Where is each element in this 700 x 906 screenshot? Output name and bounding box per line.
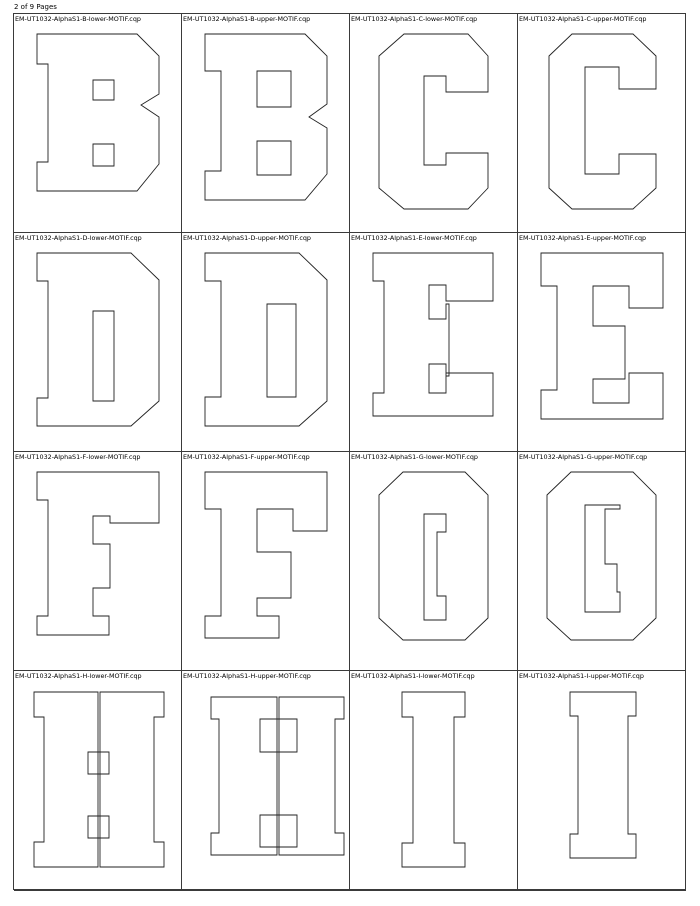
file-label: EM-UT1032-AlphaS1-E-lower-MOTIF.cqp <box>351 234 477 242</box>
letter-d-lower-outline <box>14 233 182 452</box>
motif-cell-h-upper[interactable] <box>182 671 350 891</box>
file-label: EM-UT1032-AlphaS1-D-upper-MOTIF.cqp <box>183 234 311 242</box>
motif-cell-f-upper[interactable] <box>182 452 350 671</box>
motif-cell-g-lower[interactable] <box>350 452 518 671</box>
motif-cell-i-upper[interactable] <box>518 671 686 891</box>
file-label: EM-UT1032-AlphaS1-H-upper-MOTIF.cqp <box>183 672 311 680</box>
motif-cell-i-lower[interactable] <box>350 671 518 891</box>
letter-i-upper-outline <box>518 671 686 890</box>
file-label: EM-UT1032-AlphaS1-I-upper-MOTIF.cqp <box>519 672 644 680</box>
letter-f-upper-outline <box>182 452 350 671</box>
motif-cell-e-upper[interactable] <box>518 233 686 452</box>
letter-e-lower-outline <box>350 233 518 452</box>
file-label: EM-UT1032-AlphaS1-F-upper-MOTIF.cqp <box>183 453 310 461</box>
motif-cell-b-upper[interactable] <box>182 14 350 233</box>
motif-cell-h-lower[interactable] <box>14 671 182 891</box>
letter-c-lower-outline <box>350 14 518 233</box>
file-label: EM-UT1032-AlphaS1-G-upper-MOTIF.cqp <box>519 453 648 461</box>
motif-cell-c-upper[interactable] <box>518 14 686 233</box>
letter-h-upper-outline <box>182 671 350 890</box>
motif-cell-e-lower[interactable] <box>350 233 518 452</box>
letter-d-upper-outline <box>182 233 350 452</box>
motif-cell-b-lower[interactable] <box>14 14 182 233</box>
file-label: EM-UT1032-AlphaS1-G-lower-MOTIF.cqp <box>351 453 478 461</box>
file-label: EM-UT1032-AlphaS1-I-lower-MOTIF.cqp <box>351 672 475 680</box>
motif-cell-f-lower[interactable] <box>14 452 182 671</box>
letter-i-lower-outline <box>350 671 518 890</box>
letter-e-upper-outline <box>518 233 686 452</box>
file-label: EM-UT1032-AlphaS1-E-upper-MOTIF.cqp <box>519 234 647 242</box>
letter-g-lower-outline <box>350 452 518 671</box>
motif-cell-g-upper[interactable] <box>518 452 686 671</box>
letter-b-lower-outline <box>14 14 182 233</box>
letter-b-upper-outline <box>182 14 350 233</box>
letter-f-lower-outline <box>14 452 182 671</box>
file-label: EM-UT1032-AlphaS1-B-upper-MOTIF.cqp <box>183 15 311 23</box>
file-label: EM-UT1032-AlphaS1-H-lower-MOTIF.cqp <box>15 672 142 680</box>
letter-h-lower-outline <box>14 671 182 890</box>
motif-cell-d-upper[interactable] <box>182 233 350 452</box>
motif-cell-c-lower[interactable] <box>350 14 518 233</box>
motif-cell-d-lower[interactable] <box>14 233 182 452</box>
file-label: EM-UT1032-AlphaS1-F-lower-MOTIF.cqp <box>15 453 141 461</box>
file-label: EM-UT1032-AlphaS1-C-upper-MOTIF.cqp <box>519 15 647 23</box>
motif-grid <box>13 13 686 890</box>
file-label: EM-UT1032-AlphaS1-B-lower-MOTIF.cqp <box>15 15 141 23</box>
file-label: EM-UT1032-AlphaS1-D-lower-MOTIF.cqp <box>15 234 142 242</box>
letter-g-upper-outline <box>518 452 686 671</box>
file-label: EM-UT1032-AlphaS1-C-lower-MOTIF.cqp <box>351 15 478 23</box>
page-counter: 2 of 9 Pages <box>14 3 57 11</box>
letter-c-upper-outline <box>518 14 686 233</box>
